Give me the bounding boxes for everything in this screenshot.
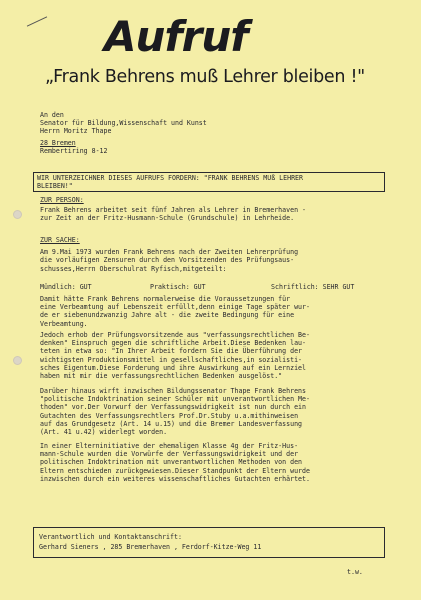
pen-mark: [27, 16, 47, 26]
punch-hole: [13, 210, 22, 219]
text-line: die vorläufigen Zensuren durch den Vorsitzenden des Prüfungsaus-: [40, 256, 295, 265]
text-line: schusses,Herrn Oberschulrat Ryfisch,mitgeteilt:: [40, 264, 227, 273]
text-line: Damit hätte Frank Behrens normalerweise die Voraussetzungen für: [40, 295, 291, 303]
text-line: (Art. 41 u.42) widerlegt worden.: [40, 428, 168, 437]
text-line: inzwischen durch ein weiteres wissenschaftliches Gutachten erhärtet.: [40, 474, 310, 483]
demand-box: [33, 172, 385, 192]
text-line: politischen Indoktrination mit unverantwortlichen Methoden von den: [40, 458, 303, 467]
text-line: In einer Elterninitiative der ehemaligen Klasse 4g der Fritz-Hus-: [40, 442, 299, 450]
section-heading: ZUR PERSON:: [40, 196, 84, 204]
text-line: "politische Indoktrination seiner Schüler mit unverantwortlichen Me-: [40, 395, 310, 404]
text-line: Gutachten des Verfassungsrechtlers Prof.Dr.Stuby u.a.mithinweisen: [40, 411, 299, 420]
page-title: Aufruf: [104, 12, 248, 61]
text-line: Frank Behrens arbeitet seit fünf Jahren als Lehrer in Bremerhaven -: [40, 206, 306, 215]
section-zur-person: [40, 196, 306, 223]
demand-text: [37, 174, 303, 190]
text-line: teten in etwa so: "In Ihrer Arbeit fordern Sie die Überführung der: [40, 347, 303, 356]
contact-line: Verantwortlich und Kontaktanschrift:: [39, 533, 182, 541]
demand-line: BLEIBEN!": [37, 182, 73, 191]
recipient-address: [40, 111, 207, 155]
text-line: Am 9.Mai 1973 wurden Frank Behrens nach der Zweiten Lehrerprüfung: [40, 248, 299, 257]
section-heading: ZUR SACHE:: [40, 236, 80, 244]
paragraph-elterninitiative: [40, 442, 310, 483]
text-line: Verbeamtung.: [40, 319, 88, 328]
text-line: mann-Schule wurden die Vorwürfe der Verfassungswidrigkeit und der: [40, 450, 299, 459]
paragraph-vorwurf: [40, 387, 310, 436]
text-line: Darüber hinaus wirft inzwischen Bildungssenator Thape Frank Behrens: [40, 387, 306, 395]
text-line: auf das Grundgesetz (Art. 14 u.15) und die Bremer Landesverfassung: [40, 419, 303, 428]
demand-line: WIR UNTERZEICHNER DIESES AUFRUFS FORDERN: "FRANK BEHRENS MUß LEHRER: [37, 174, 303, 182]
contact-box: [33, 527, 385, 558]
grade-oral: Mündlich: GUT: [40, 283, 92, 291]
text-line: zur Zeit an der Fritz-Husmann-Schule (Grundschule) in Lehrheide.: [40, 214, 295, 223]
paragraph-verbeamtung: [40, 295, 310, 328]
signature: t.w.: [347, 568, 363, 576]
address-line: Senator für Bildung,Wissenschaft und Kunst: [40, 119, 207, 128]
address-line: Rembertiring 8-12: [40, 146, 108, 155]
section-zur-sache: [40, 236, 298, 273]
address-line: Herrn Moritz Thape: [40, 127, 112, 136]
grade-written: Schriftlich: SEHR GUT: [271, 283, 355, 291]
text-line: de er siebenundzwanzig Jahre alt - die zweite Bedingung für eine: [40, 311, 295, 320]
text-line: denken" Einspruch gegen die schriftliche Arbeit.Diese Bedenken lau-: [40, 339, 306, 348]
page-subtitle: „Frank Behrens muß Lehrer bleiben !": [45, 67, 365, 87]
text-line: sches Eigentum.Diese Forderung und ihre Auswirkung auf ein Lernziel: [40, 363, 306, 372]
contact-line: Gerhard Sieners , 285 Bremerhaven , Ferdorf-Kitze-Weg 11: [39, 543, 262, 552]
address-line: An den: [40, 111, 64, 119]
text-line: wichtigsten Produktionsmittel in gesellschaftliches,in sozialisti-: [40, 355, 303, 364]
punch-hole: [13, 356, 22, 365]
address-line: 28 Bremen: [40, 138, 76, 147]
grade-practical: Praktisch: GUT: [150, 283, 206, 291]
text-line: thoden" vor.Der Vorwurf der Verfassungswidrigkeit ist nun durch ein: [40, 403, 306, 412]
text-line: Jedoch erhob der Prüfungsvorsitzende aus "verfassungsrechtlichen Be-: [40, 331, 310, 339]
paragraph-einspruch: [40, 331, 310, 380]
contact-text: [39, 533, 261, 551]
text-line: Eltern entschieden zurückgewiesen.Dieser Standpunkt der Eltern wurde: [40, 466, 310, 475]
text-line: eine Verbeamtung auf Lebenszeit erfüllt,denn einige Tage später wur-: [40, 303, 310, 312]
text-line: haben mit mir die verfassungsrechtlichen Bedenken ausgelöst.": [40, 372, 283, 381]
